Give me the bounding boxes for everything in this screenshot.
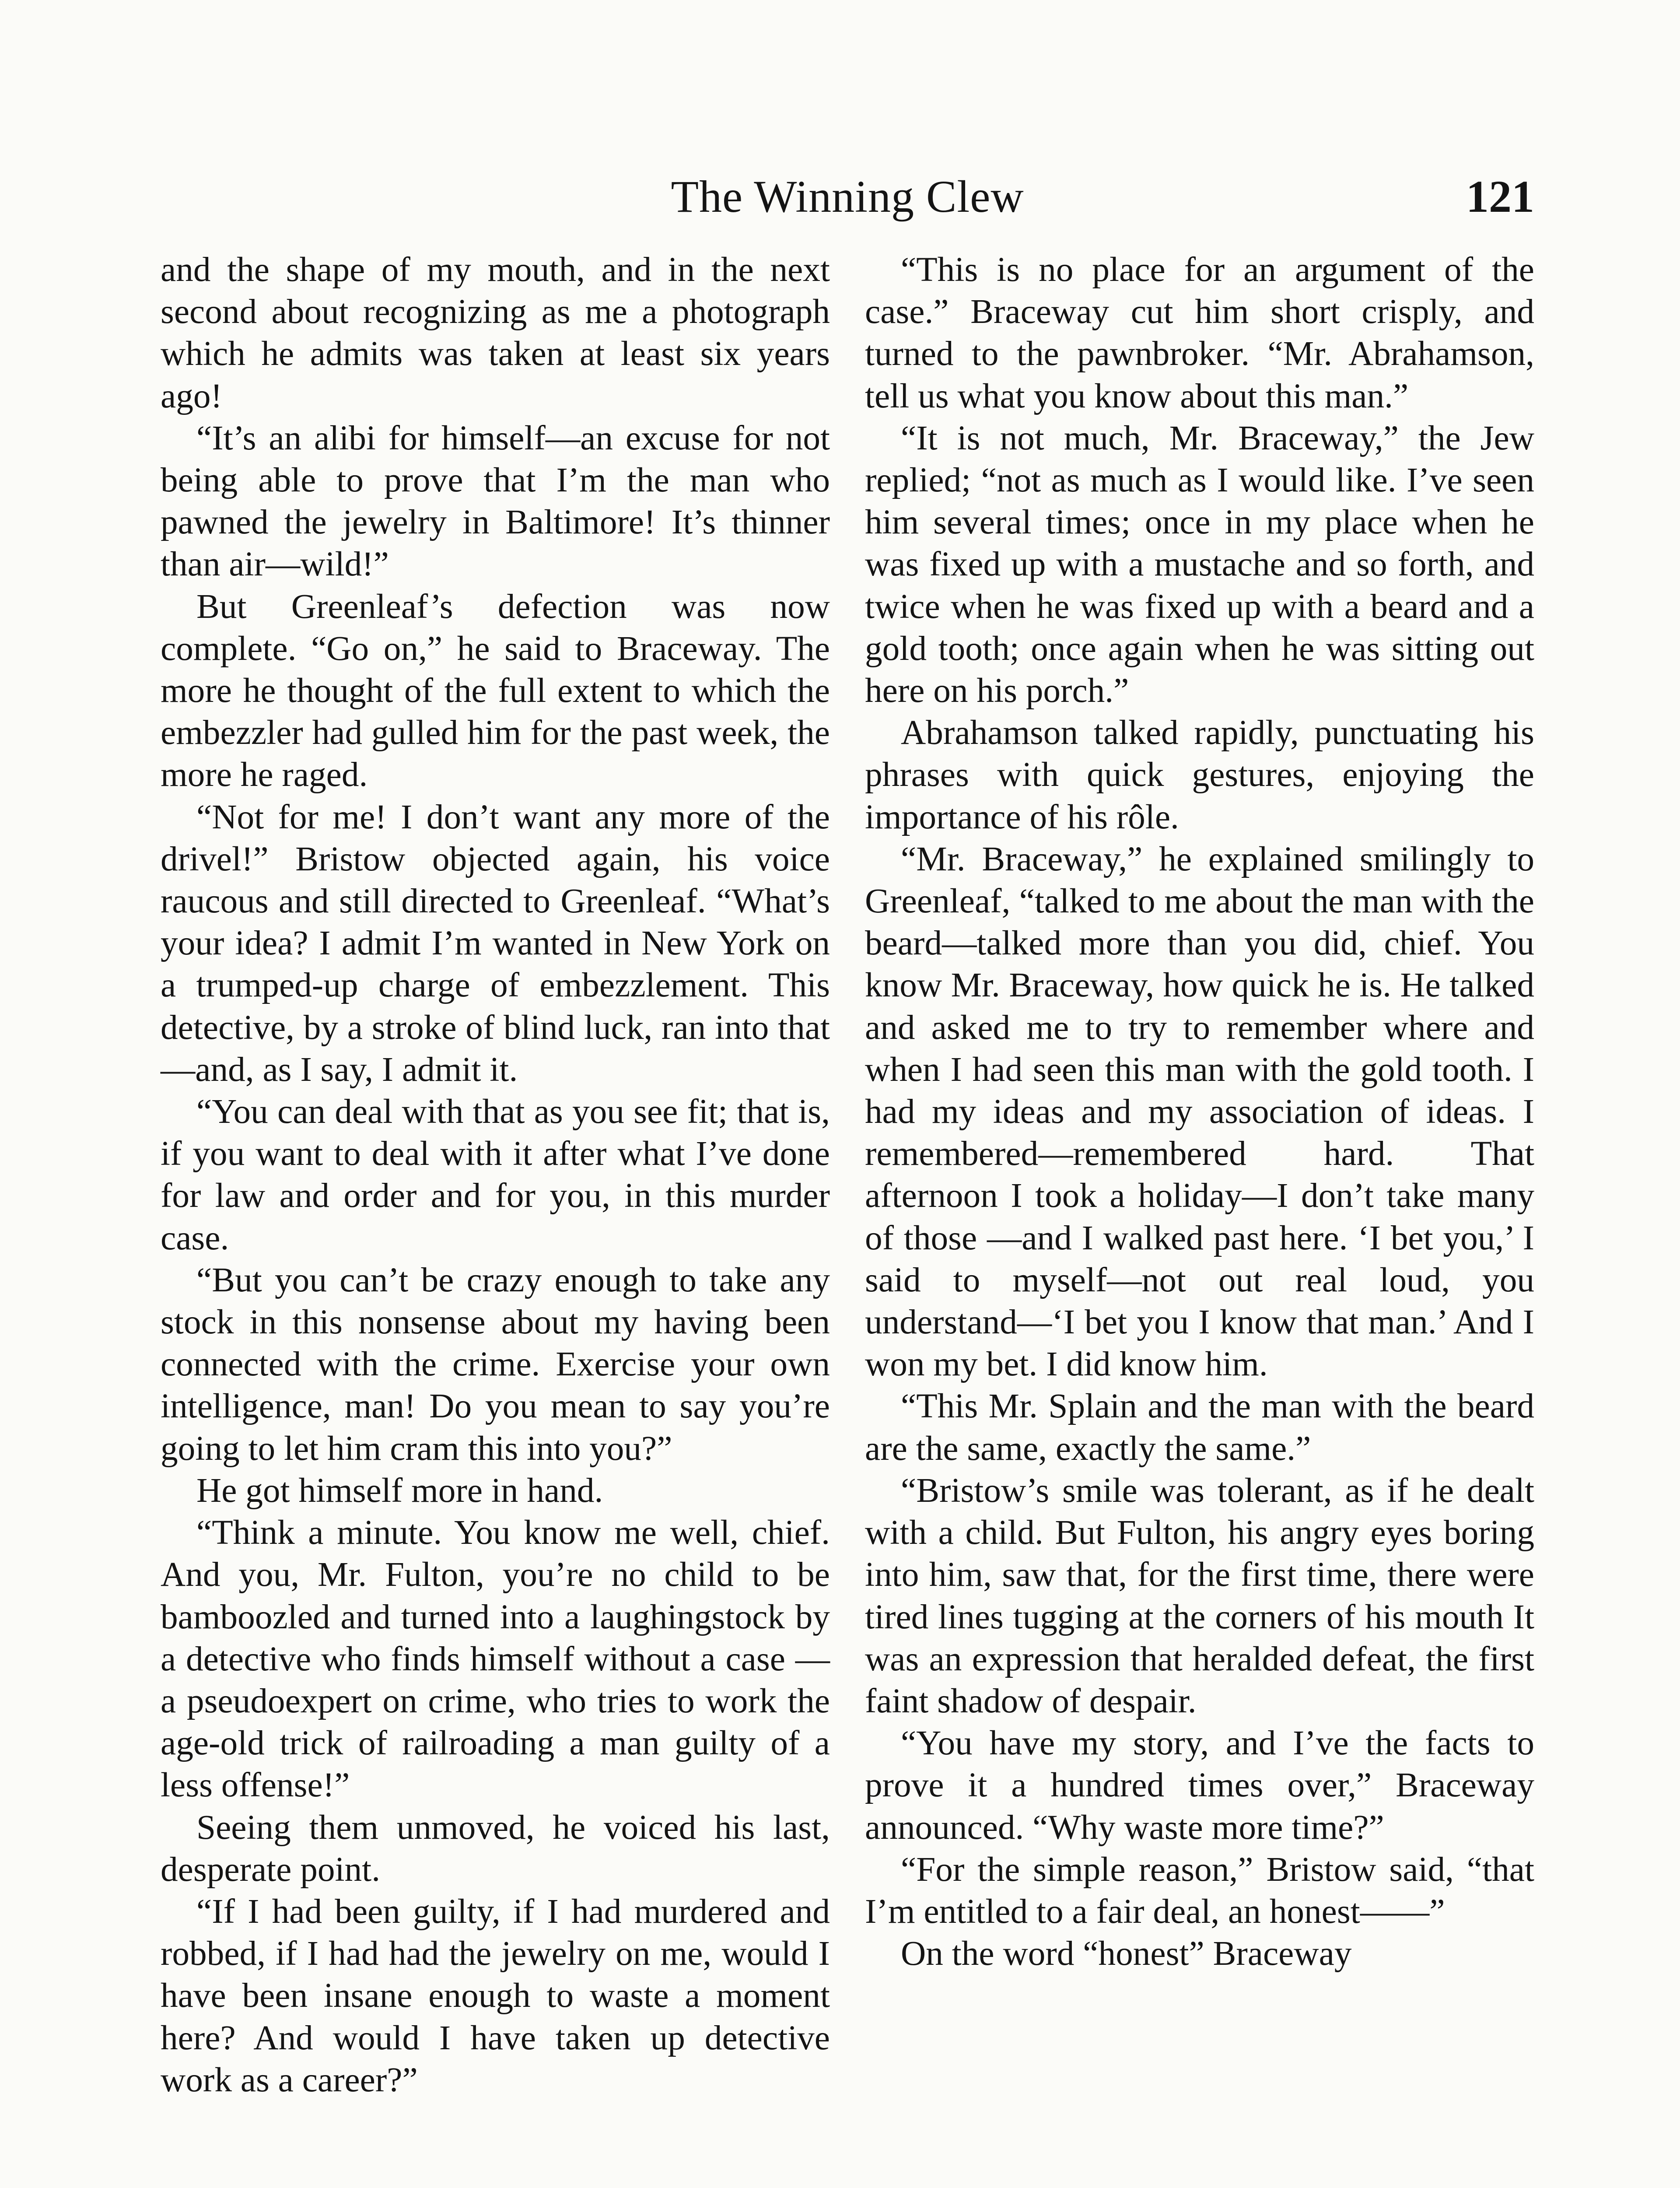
paragraph: Seeing them unmoved, he voiced his last, desperate point.: [161, 1808, 830, 1889]
paragraph: “You have my story, and I’ve the facts to prove it a hundred times over,” Braceway announced. “Why waste more time?”: [865, 1724, 1534, 1847]
paragraph: On the word “honest” Braceway: [901, 1934, 1352, 1973]
paragraph: “It is not much, Mr. Braceway,” the Jew replied; “not as much as I would like. I’ve seen him several times; once in my place when he was fixed up with a mustache and so forth, and twice when he was fixed up with a beard and a gold tooth; once again when he was sitting out here on his porch.”: [865, 418, 1534, 710]
page-header: [161, 162, 1534, 232]
paragraph: Abrahamson talked rapidly, punctuating his phrases with quick gestures, enjoying the importance of his rôle.: [865, 713, 1534, 836]
paragraph: and the shape of my mouth, and in the next second about recognizing as me a photograph which he admits was taken at least six years ago!: [161, 250, 830, 415]
paragraph: But Greenleaf’s defection was now complete. “Go on,” he said to Braceway. The more he thought of the full extent to which the embezzler had gulled him for the past week, the more he raged.: [161, 587, 830, 794]
paragraph: “But you can’t be crazy enough to take any stock in this nonsense about my having been connected with the crime. Exercise your own intelligence, man! Do you mean to say you’re going to let him cram this into you?”: [161, 1260, 830, 1468]
right-column: [865, 249, 1534, 1974]
paragraph: “For the simple reason,” Bristow said, “that I’m entitled to a fair deal, an honest——”: [865, 1850, 1534, 1931]
paragraph: “If I had been guilty, if I had murdered and robbed, if I had had the jewelry on me, would I have been insane enough to waste a moment here? And would I have taken up detective work as a career?”: [161, 1892, 830, 2099]
paragraph: “Not for me! I don’t want any more of the drivel!” Bristow objected again, his voice raucous and still directed to Greenleaf. “What’s your idea? I admit I’m wanted in New York on a trumped-up charge of embezzlement. This detective, by a stroke of blind luck, ran into that—and, as I say, I admit it.: [161, 797, 830, 1089]
paragraph: “Mr. Braceway,” he explained smilingly to Greenleaf, “talked to me about the man with the beard—talked more than you did, chief. You know Mr. Braceway, how quick he is. He talked and asked me to try to remember where and when I had seen this man with the gold tooth. I had my ideas and my association of ideas. I remembered—remembered hard. That afternoon I took a holiday—I don’t take many of those —and I walked past here. ‘I bet you,’ I said to myself—not out real loud, you understand—‘I bet you I know that man.’ And I won my bet. I did know him.: [865, 839, 1534, 1384]
paragraph: “This is no place for an argument of the case.” Braceway cut him short crisply, and turned to the pawnbroker. “Mr. Abrahamson, tell us what you know about this man.”: [865, 250, 1534, 415]
page-number: 121: [1466, 172, 1534, 222]
paragraph: “Bristow’s smile was tolerant, as if he dealt with a child. But Fulton, his angry eyes boring into him, saw that, for the first time, there were tired lines tugging at the corners of his mouth It was an expression that heralded defeat, the first faint shadow of despair.: [865, 1471, 1534, 1720]
paragraph: “It’s an alibi for himself—an excuse for not being able to prove that I’m the man who pawned the jewelry in Baltimore! It’s thinner than air—wild!”: [161, 418, 830, 584]
left-column: [161, 249, 830, 2101]
paragraph: He got himself more in hand.: [196, 1471, 603, 1510]
paragraph: “This Mr. Splain and the man with the beard are the same, exactly the same.”: [865, 1387, 1534, 1468]
paragraph: “You can deal with that as you see fit; that is, if you want to deal with it after what I’ve done for law and order and for you, in this murder case.: [161, 1092, 830, 1257]
running-title: The Winning Clew: [671, 172, 1024, 222]
paragraph: “Think a minute. You know me well, chief. And you, Mr. Fulton, you’re no child to be bamboozled and turned into a laughingstock by a detective who finds himself without a case —a pseudoexpert on crime, who tries to work the age-old trick of railroading a man guilty of a less offense!”: [161, 1513, 830, 1805]
